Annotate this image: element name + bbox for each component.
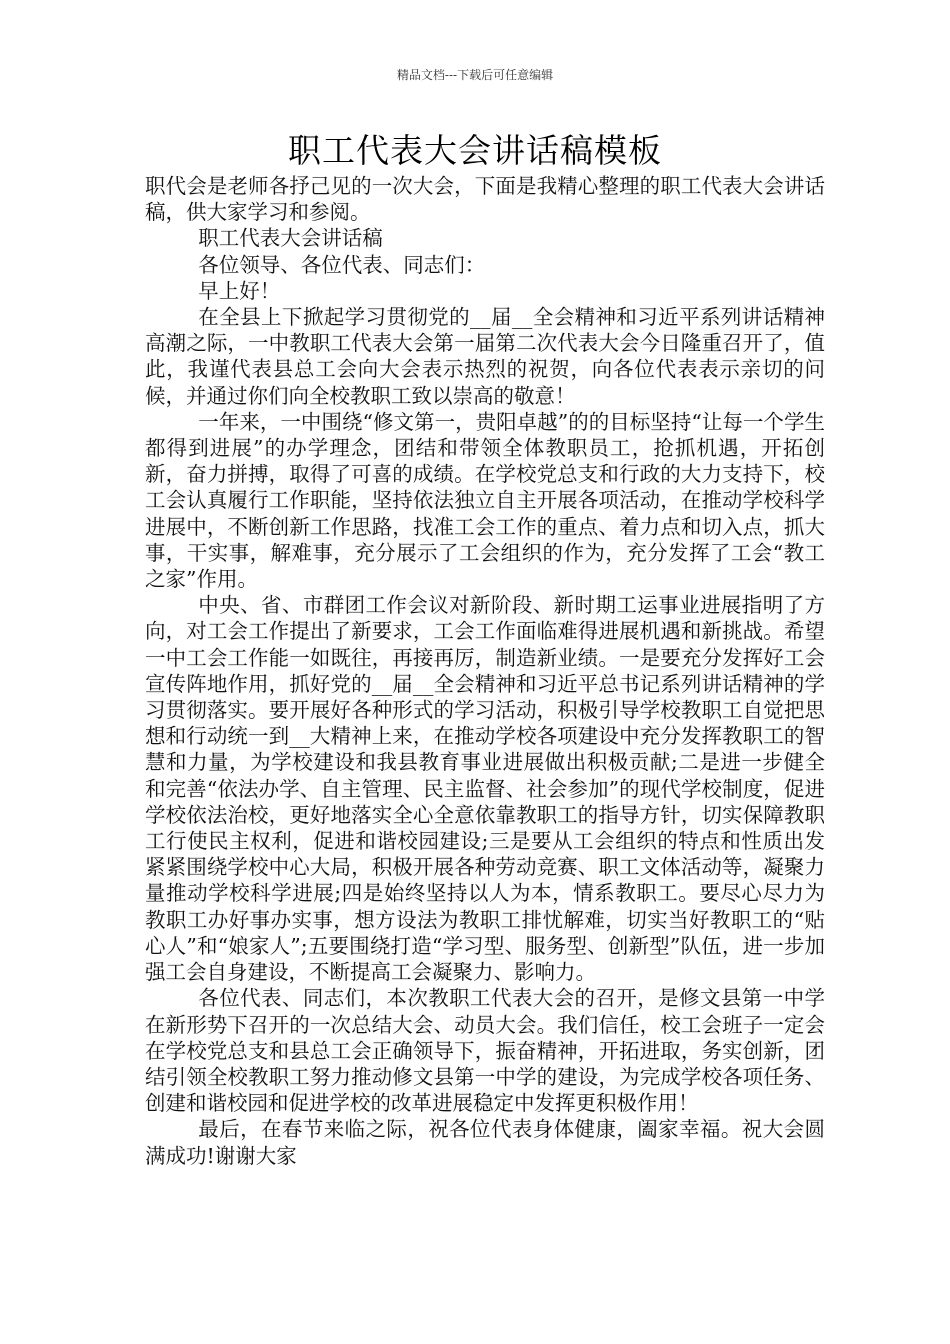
document-title: 职工代表大会讲话稿模板 <box>288 131 662 170</box>
document-body <box>145 173 825 1169</box>
body-paragraph-1: 在全县上下掀起学习贯彻党的__届__全会精神和习近平系列讲话精神高潮之际，一中教职工代表大会第一届第二次代表大会今日隆重召开了，值此，我谨代表县总工会向大会表示热烈的祝贺，向各位代表表示亲切的问候，并通过你们向全校教职工致以崇高的敬意！ <box>145 305 825 408</box>
body-paragraph-3: 中央、省、市群团工作会议对新阶段、新时期工运事业进展指明了方向，对工会工作提出了新要求，工会工作面临难得进展机遇和新挑战。希望一中工会工作能一如既往，再接再厉，制造新业绩。一是要充分发挥好工会宣传阵地作用，抓好党的__届__全会精神和习近平总书记系列讲话精神的学习贯彻落实。要开展好各种形式的学习活动，积极引导学校教职工自觉把思想和行动统一到__大精神上来，在推动学校各项建设中充分发挥教职工的智慧和力量，为学校建设和我县教育事业进展做出积极贡献;二是进一步健全和完善“依法办学、自主管理、民主监督、社会参加”的现代学校制度，促进学校依法治校，更好地落实全心全意依靠教职工的指导方针，切实保障教职工行使民主权利，促进和谐校园建设;三是要从工会组织的特点和性质出发紧紧围绕学校中心大局，积极开展各种劳动竞赛、职工文体活动等，凝聚力量推动学校科学进展;四是始终坚持以人为本，情系教职工。要尽心尽力为教职工办好事办实事，想方设法为教职工排忧解难，切实当好教职工的“贴心人”和“娘家人”;五要围绕打造“学习型、服务型、创新型”队伍，进一步加强工会自身建设，不断提高工会凝聚力、影响力。 <box>145 593 825 985</box>
intro-paragraph: 职代会是老师各抒己见的一次大会，下面是我精心整理的职工代表大会讲话稿，供大家学习和参阅。 <box>145 174 825 225</box>
header-note: 精品文档---下载后可任意编辑 <box>396 68 554 82</box>
body-paragraph-4: 各位代表、同志们，本次教职工代表大会的召开，是修文县第一中学在新形势下召开的一次总结大会、动员大会。我们信任，校工会班子一定会在学校党总支和县总工会正确领导下，振奋精神，开拓进取，务实创新，团结引领全校教职工努力推动修文县第一中学的建设，为完成学校各项任务、创建和谐校园和促进学校的改革进展稳定中发挥更积极作用！ <box>145 986 825 1116</box>
subtitle-paragraph: 职工代表大会讲话稿 <box>198 226 383 251</box>
body-paragraph-5: 最后，在春节来临之际，祝各位代表身体健康，阖家幸福。祝大会圆满成功!谢谢大家 <box>145 1117 825 1168</box>
salutation-paragraph: 各位领导、各位代表、同志们： <box>198 252 486 277</box>
body-paragraph-2: 一年来，一中围绕“修文第一，贵阳卓越”的的目标坚持“让每一个学生都得到进展”的办学理念，团结和带领全体教职员工，抢抓机遇，开拓创新，奋力拼搏，取得了可喜的成绩。在学校党总支和行政的大力支持下，校工会认真履行工作职能，坚持依法独立自主开展各项活动，在推动学校科学进展中，不断创新工作思路，找准工会工作的重点、着力点和切入点，抓大事，干实事，解难事，充分展示了工会组织的作为，充分发挥了工会“教工之家”作用。 <box>145 409 825 592</box>
greeting-paragraph: 早上好！ <box>198 278 281 303</box>
